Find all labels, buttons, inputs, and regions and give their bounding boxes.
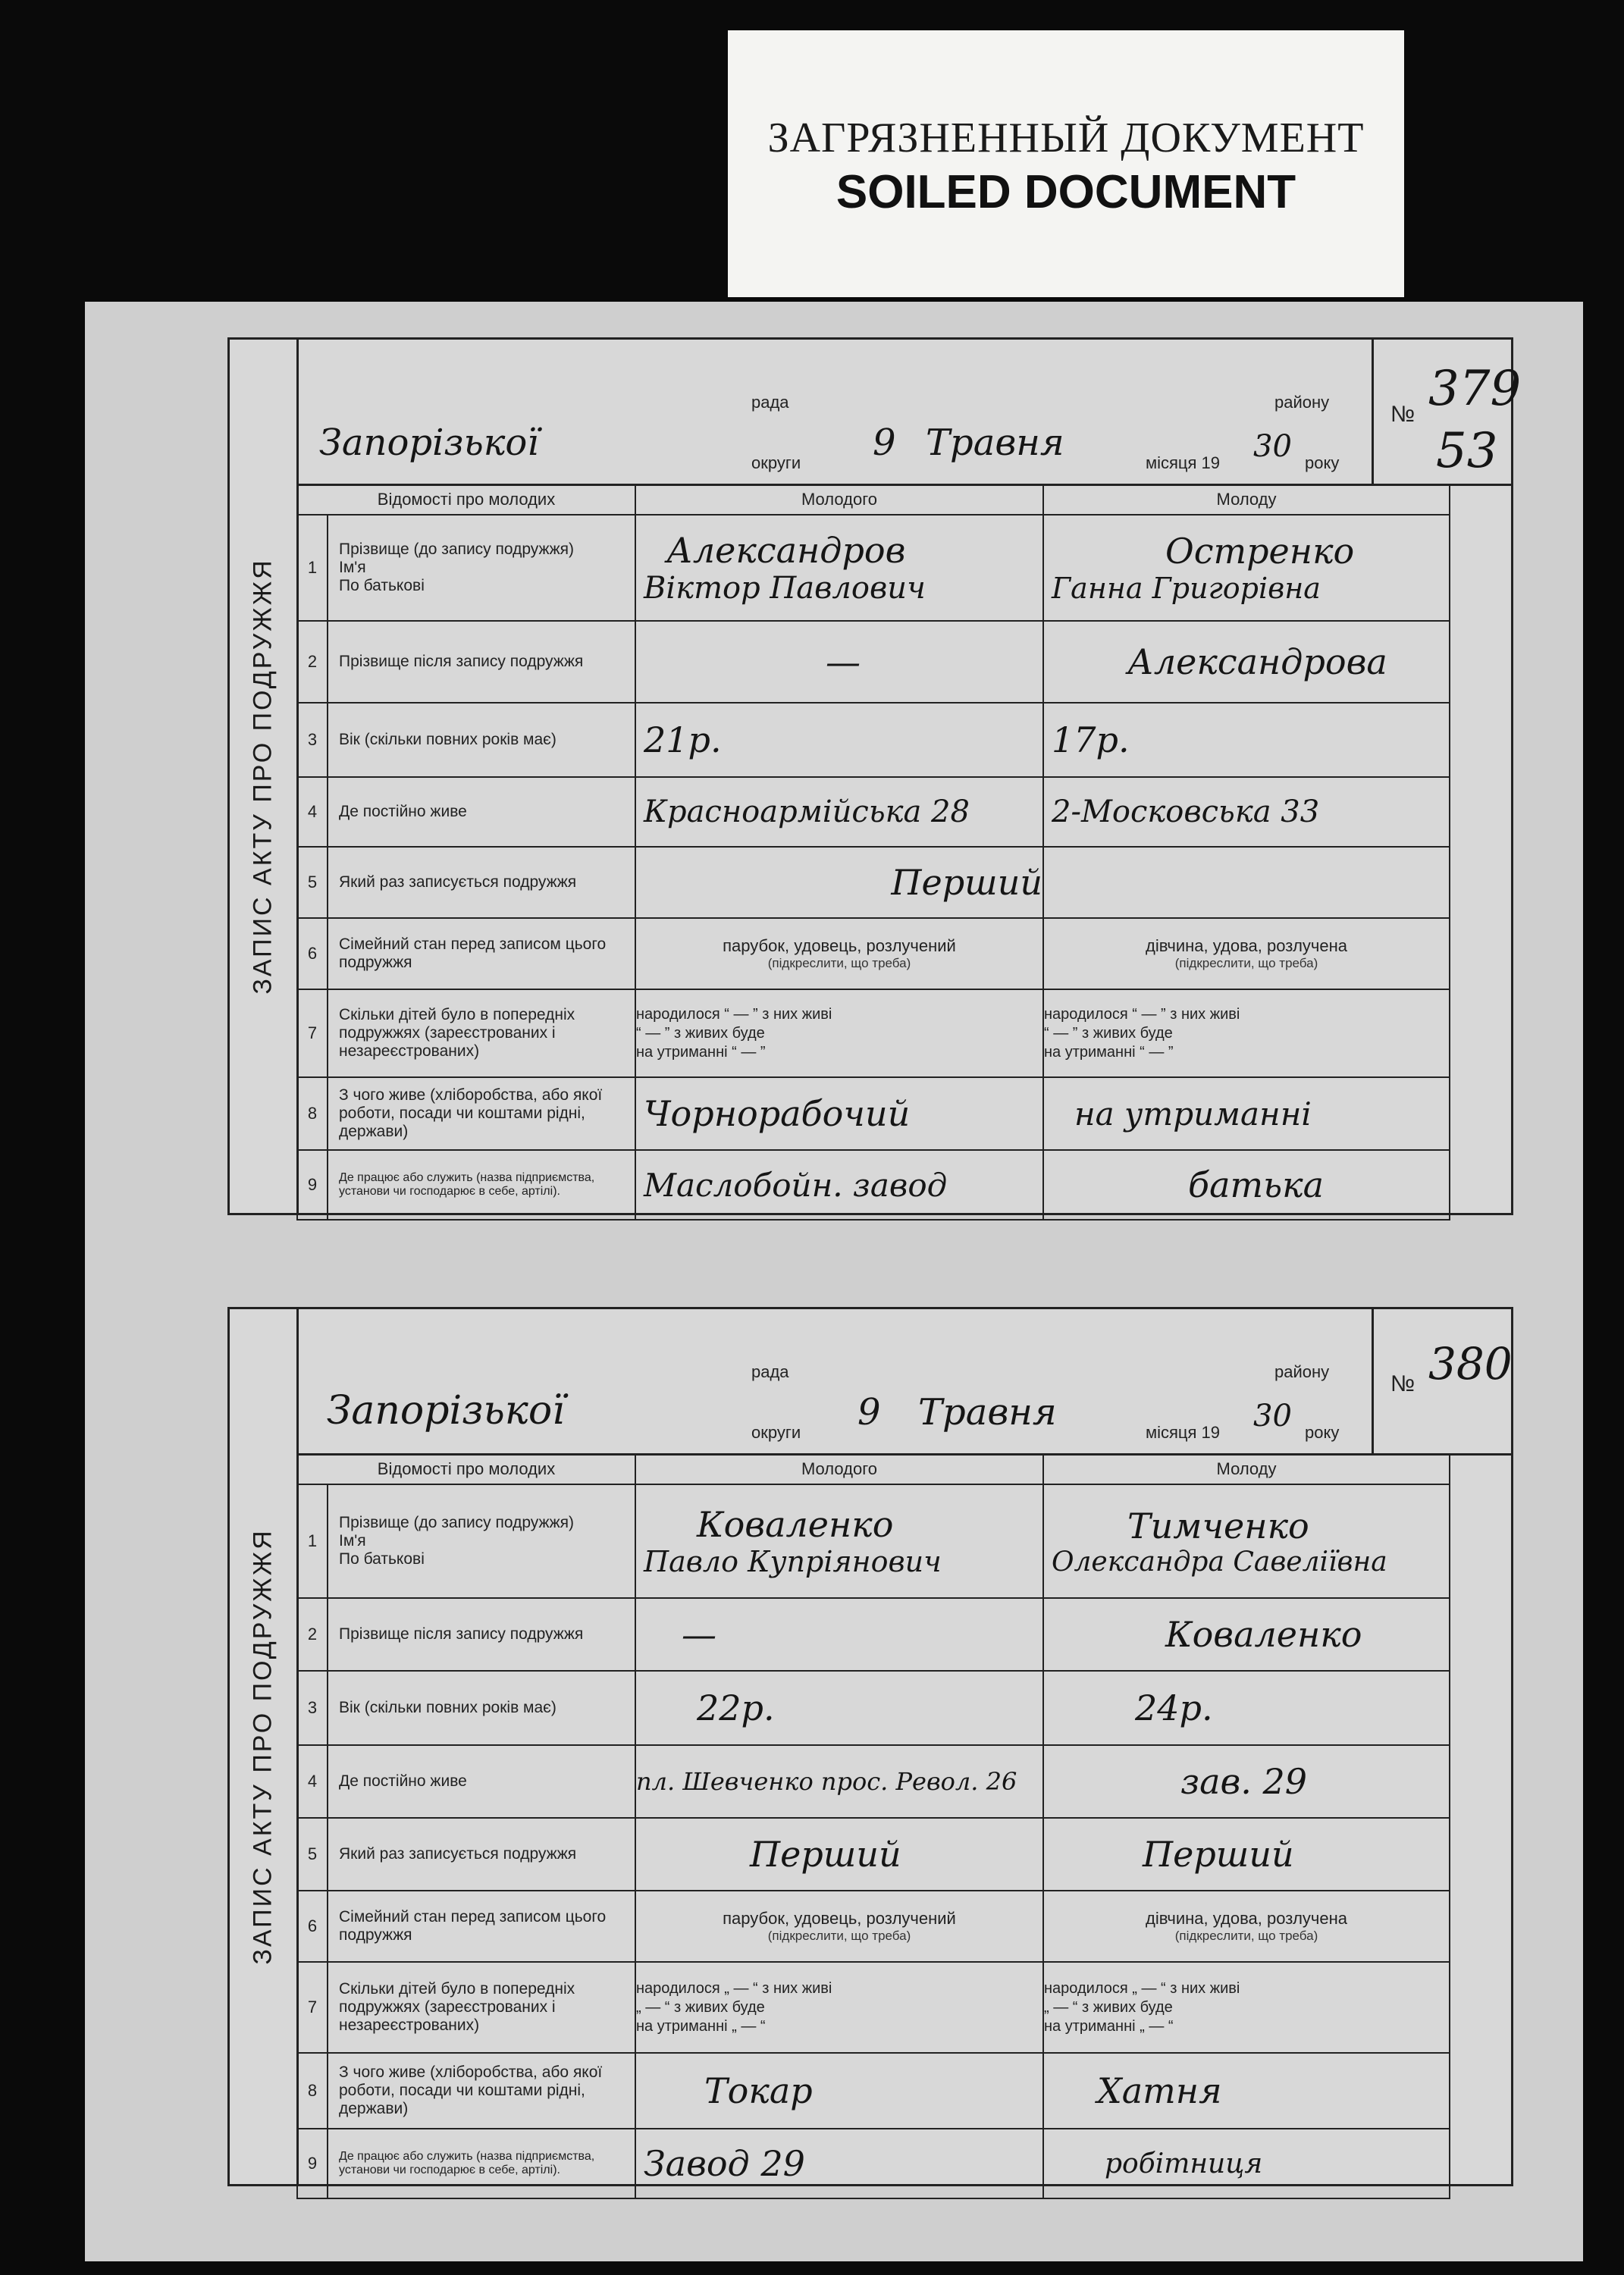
date-day: 9 — [857, 1391, 881, 1434]
record-number-box — [1372, 340, 1522, 486]
column-header-bride: Молоду — [1043, 1454, 1450, 1484]
bride-name-cell — [1043, 1484, 1450, 1598]
number-sign: № — [1390, 1371, 1416, 1396]
bride-children: народилося “ — ” з них живі “ — ” з живих буде на утриманні “ — ” — [1043, 989, 1450, 1077]
column-header-groom: Молодого — [635, 1454, 1043, 1484]
side-title-box — [230, 340, 299, 1213]
rada-value: Запорізької — [319, 421, 539, 464]
number-sign: № — [1390, 402, 1416, 427]
roku-label: року — [1305, 453, 1340, 472]
record-number: 379 — [1428, 361, 1522, 417]
question-residence: Де постійно живе — [328, 1745, 635, 1818]
groom-workplace: Маслобойн. завод — [635, 1150, 1043, 1220]
groom-times: Перший — [635, 1818, 1043, 1891]
bride-livelihood: на утриманні — [1043, 1077, 1450, 1150]
rada-value: Запорізької — [327, 1388, 565, 1434]
question-times: Який раз записується подружжя — [328, 1818, 635, 1891]
question-workplace: Де працює або служить (назва підприємства, установи чи господарює в себе, артілі). — [328, 1150, 635, 1220]
groom-children: народилося „ — “ з них живі „ — “ з живих буде на утриманні „ — “ — [635, 1962, 1043, 2053]
record-table: Відомості про молодих Молодого Молоду 1 Прізвище (до запису подружжя) Ім'я По батькові Александров Віктор Павлович Остренко Ганна Григорівна 2 Прізвище після запису подружжя — Александрова 3 Вік (скільки повних років має) 21р. 17р. 4 Де постійно живе Красноармійська 28 2-Московська 33 5 Який раз записується подружжя Перший 6 Сімейний стан перед записом цього подружжя парубок, удовець, розлучений (підкреслити, що треба) дівчина, удова, розлучена (підкреслити, що треба) 7 Скільки дітей було в попередніх подружжях (зареєстрованих і незареєстрованих) народилося “ — ” з них живі “ — ” з живих буде на утриманні “ — ” народилося “ — ” з них живі “ — ” з живих буде на утриманні “ — ” 8 З чого живе (хліборобства, або якої роботи, посади чи коштами рідні, держави) Чорнорабочий на утриманні 9 Де працює або служить (назва підприємства, установи чи господарює в себе, артілі). Маслобойн. завод батька — [296, 484, 1450, 1221]
row-number: 1 — [297, 515, 328, 621]
column-header-questions: Відомості про молодих — [297, 484, 635, 515]
label-russian: ЗАГРЯЗНЕННЫЙ ДОКУМЕНТ — [767, 114, 1365, 161]
misyatsya-label: місяця 19 — [1146, 453, 1221, 472]
question-children: Скільки дітей було в попередніх подружжях (зареєстрованих і незареєстрованих) — [328, 989, 635, 1077]
date-year: 30 — [1253, 1399, 1292, 1434]
question-marital-status: Сімейний стан перед записом цього подружжя — [328, 918, 635, 989]
groom-address: пл. Шевченко прос. Револ. 26 — [635, 1745, 1043, 1818]
roku-label: року — [1305, 1423, 1340, 1442]
question-age: Вік (скільки повних років має) — [328, 703, 635, 777]
record-table: Відомості про молодих Молодого Молоду 1 Прізвище (до запису подружжя) Ім'я По батькові Коваленко Павло Купріянович Тимченко Олександра Савеліївна 2 Прізвище після запису подружжя — Коваленко 3 Вік (скільки повних років має) 22р. 24р. 4 Де постійно живе пл. Шевченко прос. Револ. 26 зав. 29 5 Який раз записується подружжя Перший Перший 6 Сімейний стан перед записом цього подружжя парубок, удовець, розлучений (підкреслити, що треба) дівчина, удова, розлучена (підкреслити, що треба) 7 Скільки дітей було в попередніх подружжях (зареєстрованих і незареєстрованих) народилося „ — “ з них живі „ — “ з живих буде на утриманні „ — “ народилося „ — “ з них живі „ — “ з живих буде на утриманні „ — “ 8 З чого живе (хліборобства, або якої роботи, посади чи коштами рідні, держави) Токар Хатня 9 Де працює або служить (назва підприємства, установи чи господарює в себе, артілі). Завод 29 робітниця — [296, 1453, 1450, 2199]
archive-number: 53 — [1436, 423, 1498, 479]
bride-given-name: Олександра Савеліївна — [1052, 1546, 1387, 1578]
question-surname-after: Прізвище після запису подружжя — [328, 621, 635, 703]
groom-status: парубок, удовець, розлучений (підкреслити, що треба) — [635, 918, 1043, 989]
record-header — [296, 1309, 1372, 1456]
date-month: Травня — [926, 421, 1064, 464]
question-name: Прізвище (до запису подружжя) Ім'я По батькові — [328, 515, 635, 621]
column-header-bride: Молоду — [1043, 484, 1450, 515]
marriage-record-380 — [227, 1307, 1513, 2186]
bride-workplace: батька — [1043, 1150, 1450, 1220]
bride-name-cell — [1043, 515, 1450, 621]
question-livelihood: З чого живе (хліборобства, або якої роботи, посади чи коштами рідні, держави) — [328, 1077, 635, 1150]
rada-label: рада — [751, 393, 789, 412]
okrugy-label: округи — [751, 453, 801, 472]
groom-name-cell — [635, 1484, 1043, 1598]
groom-livelihood: Токар — [635, 2053, 1043, 2129]
groom-given-name: Павло Купріянович — [644, 1545, 942, 1578]
record-header — [296, 340, 1372, 486]
groom-workplace: Завод 29 — [635, 2129, 1043, 2198]
question-livelihood: З чого живе (хліборобства, або якої роботи, посади чи коштами рідні, держави) — [328, 2053, 635, 2129]
label-english: SOILED DOCUMENT — [836, 166, 1296, 218]
bride-surname: Тимченко — [1127, 1505, 1309, 1546]
groom-times: Перший — [635, 847, 1043, 918]
groom-surname: Александров — [666, 530, 906, 571]
bride-surname-after: Александрова — [1043, 621, 1450, 703]
question-times: Який раз записується подружжя — [328, 847, 635, 918]
side-title: ЗАПИС АКТУ ПРО ПОДРУЖЖЯ — [248, 1528, 277, 1965]
rayonu-label: району — [1274, 1362, 1330, 1381]
question-children: Скільки дітей було в попередніх подружжях (зареєстрованих і незареєстрованих) — [328, 1962, 635, 2053]
bride-surname: Остренко — [1165, 531, 1355, 572]
groom-livelihood: Чорнорабочий — [635, 1077, 1043, 1150]
question-age: Вік (скільки повних років має) — [328, 1671, 635, 1745]
column-header-questions: Відомості про молодих — [297, 1454, 635, 1484]
side-title: ЗАПИС АКТУ ПРО ПОДРУЖЖЯ — [248, 558, 277, 995]
bride-surname-after: Коваленко — [1043, 1598, 1450, 1671]
bride-status: дівчина, удова, розлучена (підкреслити, що треба) — [1043, 918, 1450, 989]
groom-surname-after: — — [635, 621, 1043, 703]
side-title-box — [230, 1309, 299, 2184]
groom-age: 21р. — [635, 703, 1043, 777]
bride-times: Перший — [1043, 1818, 1450, 1891]
rayonu-label: району — [1274, 393, 1330, 412]
groom-given-name: Віктор Павлович — [644, 571, 926, 606]
bride-age: 17р. — [1043, 703, 1450, 777]
groom-age: 22р. — [635, 1671, 1043, 1745]
record-number-box — [1372, 1309, 1513, 1456]
groom-status: парубок, удовець, розлучений (підкреслити, що треба) — [635, 1891, 1043, 1962]
bride-children: народилося „ — “ з них живі „ — “ з живих буде на утриманні „ — “ — [1043, 1962, 1450, 2053]
bride-age: 24р. — [1043, 1671, 1450, 1745]
question-residence: Де постійно живе — [328, 777, 635, 847]
date-year: 30 — [1253, 429, 1292, 464]
groom-address: Красноармійська 28 — [635, 777, 1043, 847]
question-workplace: Де працює або служить (назва підприємства, установи чи господарює в себе, артілі). — [328, 2129, 635, 2198]
question-name: Прізвище (до запису подружжя) Ім'я По батькові — [328, 1484, 635, 1598]
bride-workplace: робітниця — [1043, 2129, 1450, 2198]
bride-status: дівчина, удова, розлучена (підкреслити, що треба) — [1043, 1891, 1450, 1962]
column-header-groom: Молодого — [635, 484, 1043, 515]
rada-label: рада — [751, 1362, 789, 1381]
date-day: 9 — [873, 421, 896, 464]
date-month: Травня — [918, 1391, 1057, 1434]
bride-livelihood: Хатня — [1043, 2053, 1450, 2129]
question-marital-status: Сімейний стан перед записом цього подружжя — [328, 1891, 635, 1962]
groom-surname-after: — — [635, 1598, 1043, 1671]
bride-address: зав. 29 — [1043, 1745, 1450, 1818]
misyatsya-label: місяця 19 — [1146, 1423, 1221, 1442]
marriage-record-379 — [227, 337, 1522, 1215]
groom-name-cell — [635, 515, 1043, 621]
groom-children: народилося “ — ” з них живі “ — ” з живих буде на утриманні “ — ” — [635, 989, 1043, 1077]
okrugy-label: округи — [751, 1423, 801, 1442]
bride-times — [1043, 847, 1450, 918]
groom-surname: Коваленко — [697, 1504, 894, 1545]
soiled-document-label — [728, 30, 1404, 297]
bride-given-name: Ганна Григорівна — [1052, 572, 1321, 605]
question-surname-after: Прізвище після запису подружжя — [328, 1598, 635, 1671]
record-number: 380 — [1428, 1338, 1513, 1390]
bride-address: 2-Московська 33 — [1043, 777, 1450, 847]
